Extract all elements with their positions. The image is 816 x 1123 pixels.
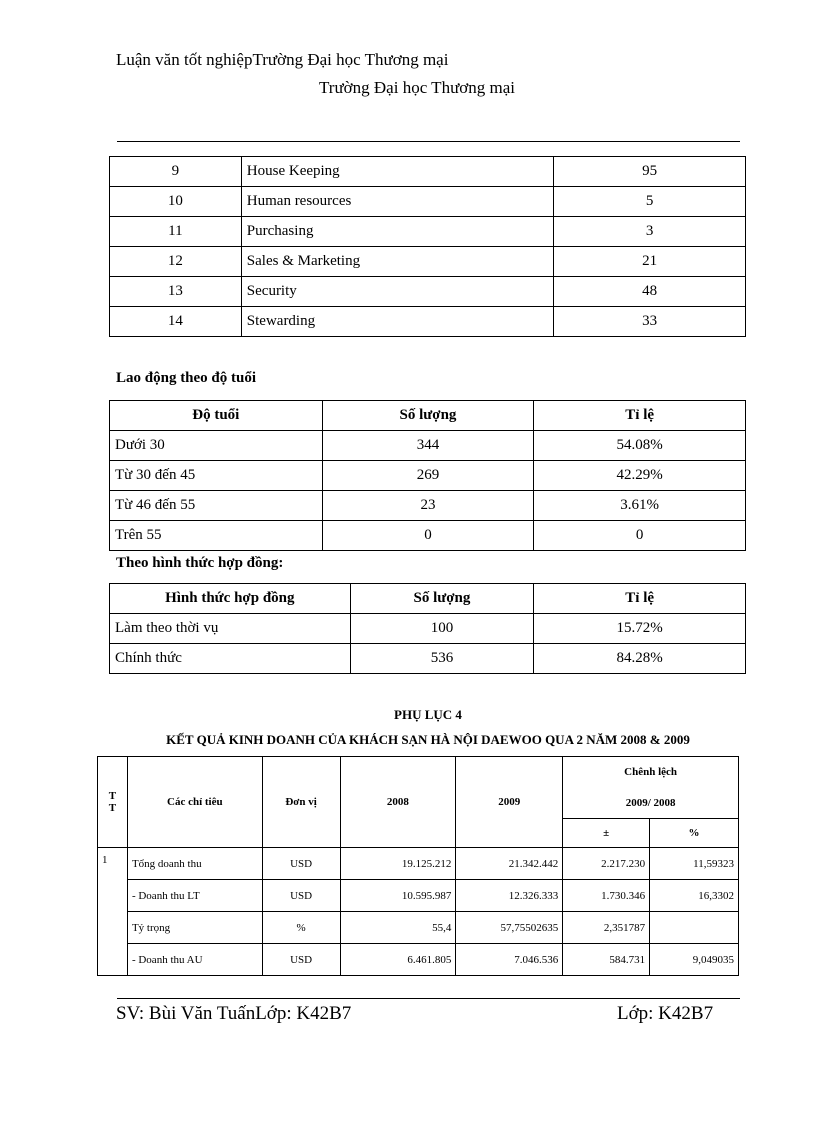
- indicator: Tỷ trọng: [127, 912, 262, 944]
- dept-number: 11: [110, 217, 242, 247]
- table-row: [110, 247, 746, 277]
- value-2008: 55,4: [340, 912, 456, 944]
- header-don-vi: Đơn vị: [262, 757, 340, 848]
- header-line-1: Luận văn tốt nghiệpTrường Đại học Thương mại: [116, 50, 449, 69]
- age-group: Trên 55: [110, 521, 323, 551]
- value-2009: 7.046.536: [456, 944, 563, 976]
- unit: USD: [262, 880, 340, 912]
- contract-count: 536: [350, 644, 534, 674]
- dept-name: Stewarding: [241, 307, 554, 337]
- header-tt-b: T: [108, 802, 117, 814]
- age-group: Dưới 30: [110, 431, 323, 461]
- table-row: [98, 944, 739, 976]
- age-group: Từ 30 đến 45: [110, 461, 323, 491]
- header-tt: [98, 757, 128, 848]
- diff-abs: 2,351787: [563, 912, 650, 944]
- age-ratio: 42.29%: [534, 461, 746, 491]
- age-count: 23: [322, 491, 534, 521]
- value-2008: 6.461.805: [340, 944, 456, 976]
- dept-number: 12: [110, 247, 242, 277]
- header-percent: %: [650, 819, 739, 848]
- header-rule: [117, 141, 740, 142]
- age-count: 269: [322, 461, 534, 491]
- diff-abs: 1.730.346: [563, 880, 650, 912]
- indicator: - Doanh thu LT: [127, 880, 262, 912]
- age-table: [109, 400, 746, 551]
- dept-number: 9: [110, 157, 242, 187]
- dept-name: Human resources: [241, 187, 554, 217]
- age-group: Từ 46 đến 55: [110, 491, 323, 521]
- footer-left: SV: Bùi Văn TuấnLớp: K42B7: [116, 1003, 352, 1024]
- dept-count: 5: [554, 187, 746, 217]
- diff-pct: 16,3302: [650, 880, 739, 912]
- table-row: [110, 187, 746, 217]
- row-number: 1: [98, 848, 128, 976]
- table-row: [110, 461, 746, 491]
- header-period: 2009/ 2008: [563, 788, 739, 819]
- value-2009: 21.342.442: [456, 848, 563, 880]
- dept-number: 14: [110, 307, 242, 337]
- table-row: [110, 614, 746, 644]
- contract-header-type: Hình thức hợp đồng: [110, 584, 351, 614]
- contract-header-count: Số lượng: [350, 584, 534, 614]
- age-ratio: 3.61%: [534, 491, 746, 521]
- header-line-2: Trường Đại học Thương mại: [319, 78, 516, 97]
- age-section-title: Lao động theo độ tuổi: [116, 370, 257, 386]
- header-plus-minus: ±: [563, 819, 650, 848]
- table-row: [110, 217, 746, 247]
- table-row: [110, 491, 746, 521]
- unit: %: [262, 912, 340, 944]
- table-row: [110, 431, 746, 461]
- age-count: 344: [322, 431, 534, 461]
- age-ratio: 0: [534, 521, 746, 551]
- diff-pct: 11,59323: [650, 848, 739, 880]
- indicator: - Doanh thu AU: [127, 944, 262, 976]
- department-table: [109, 156, 746, 337]
- contract-section-title: Theo hình thức hợp đồng:: [116, 555, 284, 571]
- dept-name: House Keeping: [241, 157, 554, 187]
- indicator: Tổng doanh thu: [127, 848, 262, 880]
- dept-name: Security: [241, 277, 554, 307]
- value-2008: 10.595.987: [340, 880, 456, 912]
- contract-header-ratio: Tỉ lệ: [534, 584, 746, 614]
- header-2009: 2009: [456, 757, 563, 848]
- table-row: [110, 521, 746, 551]
- diff-pct: [650, 912, 739, 944]
- business-results-table: [97, 756, 739, 976]
- table-row: [110, 644, 746, 674]
- header-tt-a: T: [108, 790, 117, 802]
- appendix-title: KẾT QUẢ KINH DOANH CỦA KHÁCH SẠN HÀ NỘI DAEWOO QUA 2 NĂM 2008 & 2009: [166, 732, 690, 747]
- dept-number: 10: [110, 187, 242, 217]
- value-2009: 57,75502635: [456, 912, 563, 944]
- dept-count: 21: [554, 247, 746, 277]
- contract-ratio: 15.72%: [534, 614, 746, 644]
- contract-type: Làm theo thời vụ: [110, 614, 351, 644]
- table-row: [98, 848, 739, 880]
- dept-count: 33: [554, 307, 746, 337]
- dept-name: Purchasing: [241, 217, 554, 247]
- header-chenh-lech: Chênh lệch: [563, 757, 739, 788]
- unit: USD: [262, 848, 340, 880]
- value-2009: 12.326.333: [456, 880, 563, 912]
- age-ratio: 54.08%: [534, 431, 746, 461]
- table-row: [110, 307, 746, 337]
- table-row: [98, 912, 739, 944]
- dept-count: 3: [554, 217, 746, 247]
- age-header-ratio: Tỉ lệ: [534, 401, 746, 431]
- footer-rule: [117, 998, 740, 999]
- age-header-count: Số lượng: [322, 401, 534, 431]
- dept-count: 48: [554, 277, 746, 307]
- dept-name: Sales & Marketing: [241, 247, 554, 277]
- value-2008: 19.125.212: [340, 848, 456, 880]
- appendix-label: PHỤ LỤC 4: [394, 707, 462, 722]
- diff-abs: 584.731: [563, 944, 650, 976]
- contract-ratio: 84.28%: [534, 644, 746, 674]
- diff-abs: 2.217.230: [563, 848, 650, 880]
- dept-count: 95: [554, 157, 746, 187]
- dept-number: 13: [110, 277, 242, 307]
- age-header-group: Độ tuổi: [110, 401, 323, 431]
- diff-pct: 9,049035: [650, 944, 739, 976]
- age-count: 0: [322, 521, 534, 551]
- table-row: [98, 880, 739, 912]
- unit: USD: [262, 944, 340, 976]
- footer-right: Lớp: K42B7: [617, 1003, 714, 1024]
- table-row: [110, 157, 746, 187]
- header-chi-tieu: Các chỉ tiêu: [127, 757, 262, 848]
- contract-count: 100: [350, 614, 534, 644]
- header-2008: 2008: [340, 757, 456, 848]
- table-row: [110, 277, 746, 307]
- contract-type: Chính thức: [110, 644, 351, 674]
- contract-table: [109, 583, 746, 674]
